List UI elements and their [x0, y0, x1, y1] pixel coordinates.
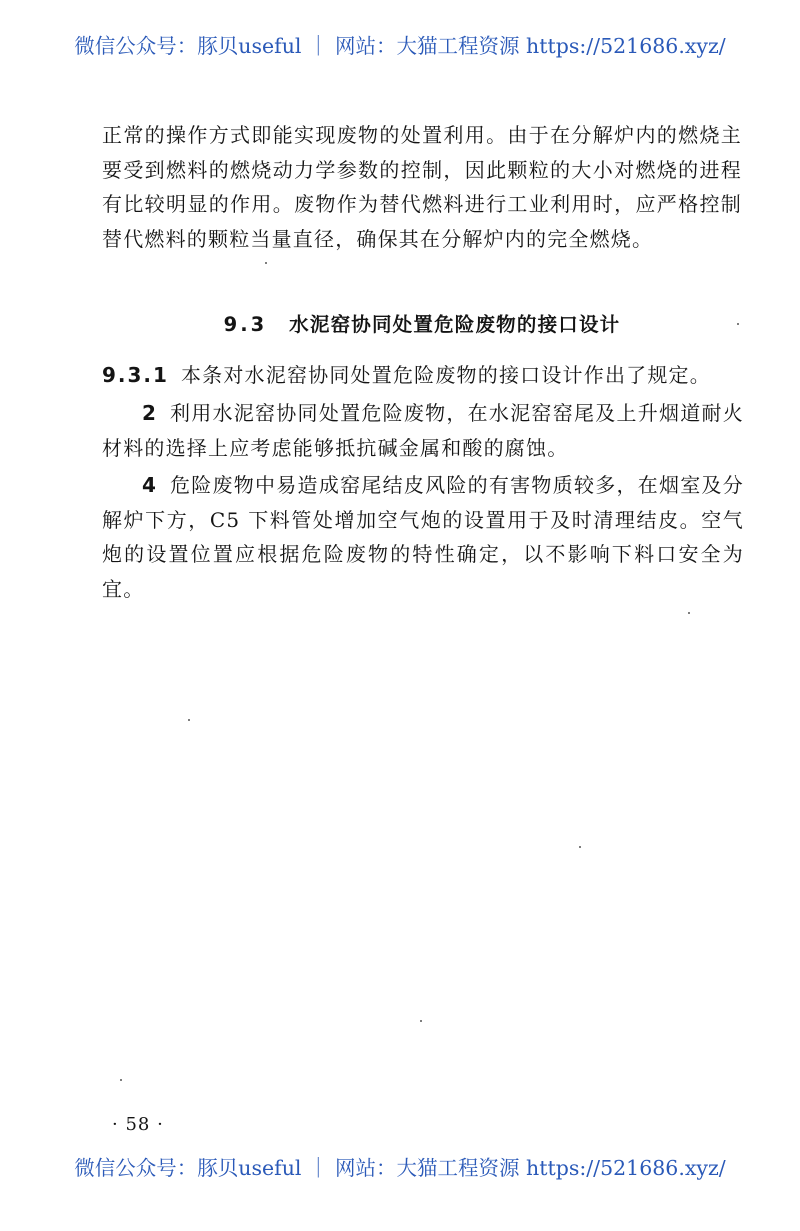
watermark-header: 微信公众号：豚贝useful ｜ 网站：大猫工程资源 https://521686.xyz/ — [74, 34, 726, 58]
scan-speck — [579, 846, 581, 848]
scan-speck — [737, 323, 739, 325]
section-heading — [102, 308, 742, 342]
page-number: · 58 · — [112, 1114, 164, 1135]
clause-number: 2 — [142, 401, 158, 425]
watermark-footer: 微信公众号：豚贝useful ｜ 网站：大猫工程资源 https://521686.xyz/ — [74, 1156, 726, 1180]
scan-speck — [265, 262, 267, 264]
clause-number: 9.3.1 — [102, 363, 169, 387]
clause-text: 利用水泥窑协同处置危险废物，在水泥窑窑尾及上升烟道耐火材料的选择上应考虑能够抵抗碱金属和酸的腐蚀。 — [102, 401, 744, 460]
scan-speck — [688, 612, 690, 614]
clause-item-2 — [102, 396, 744, 465]
section-title: 水泥窑协同处置危险废物的接口设计 — [289, 313, 621, 336]
scan-speck — [188, 719, 190, 721]
clause-text: 危险废物中易造成窑尾结皮风险的有害物质较多，在烟室及分解炉下方，C5 下料管处增加空气炮的设置用于及时清理结皮。空气炮的设置位置应根据危险废物的特性确定，以不影响下料口安全为宜。 — [102, 473, 744, 601]
scan-speck — [420, 1020, 422, 1022]
scan-speck — [120, 1079, 122, 1081]
clause-text: 本条对水泥窑协同处置危险废物的接口设计作出了规定。 — [180, 363, 711, 387]
section-number: 9.3 — [223, 313, 268, 336]
paragraph-continuation: 正常的操作方式即能实现废物的处置利用。由于在分解炉内的燃烧主要受到燃料的燃烧动力学参数的控制，因此颗粒的大小对燃烧的进程有比较明显的作用。废物作为替代燃料进行工业利用时，应严格控制替代燃料的颗粒当量直径，确保其在分解炉内的完全燃烧。 — [102, 123, 742, 251]
clause-item-4 — [102, 468, 744, 606]
clause-number: 4 — [142, 473, 158, 497]
clause-9-3-1 — [102, 358, 744, 393]
